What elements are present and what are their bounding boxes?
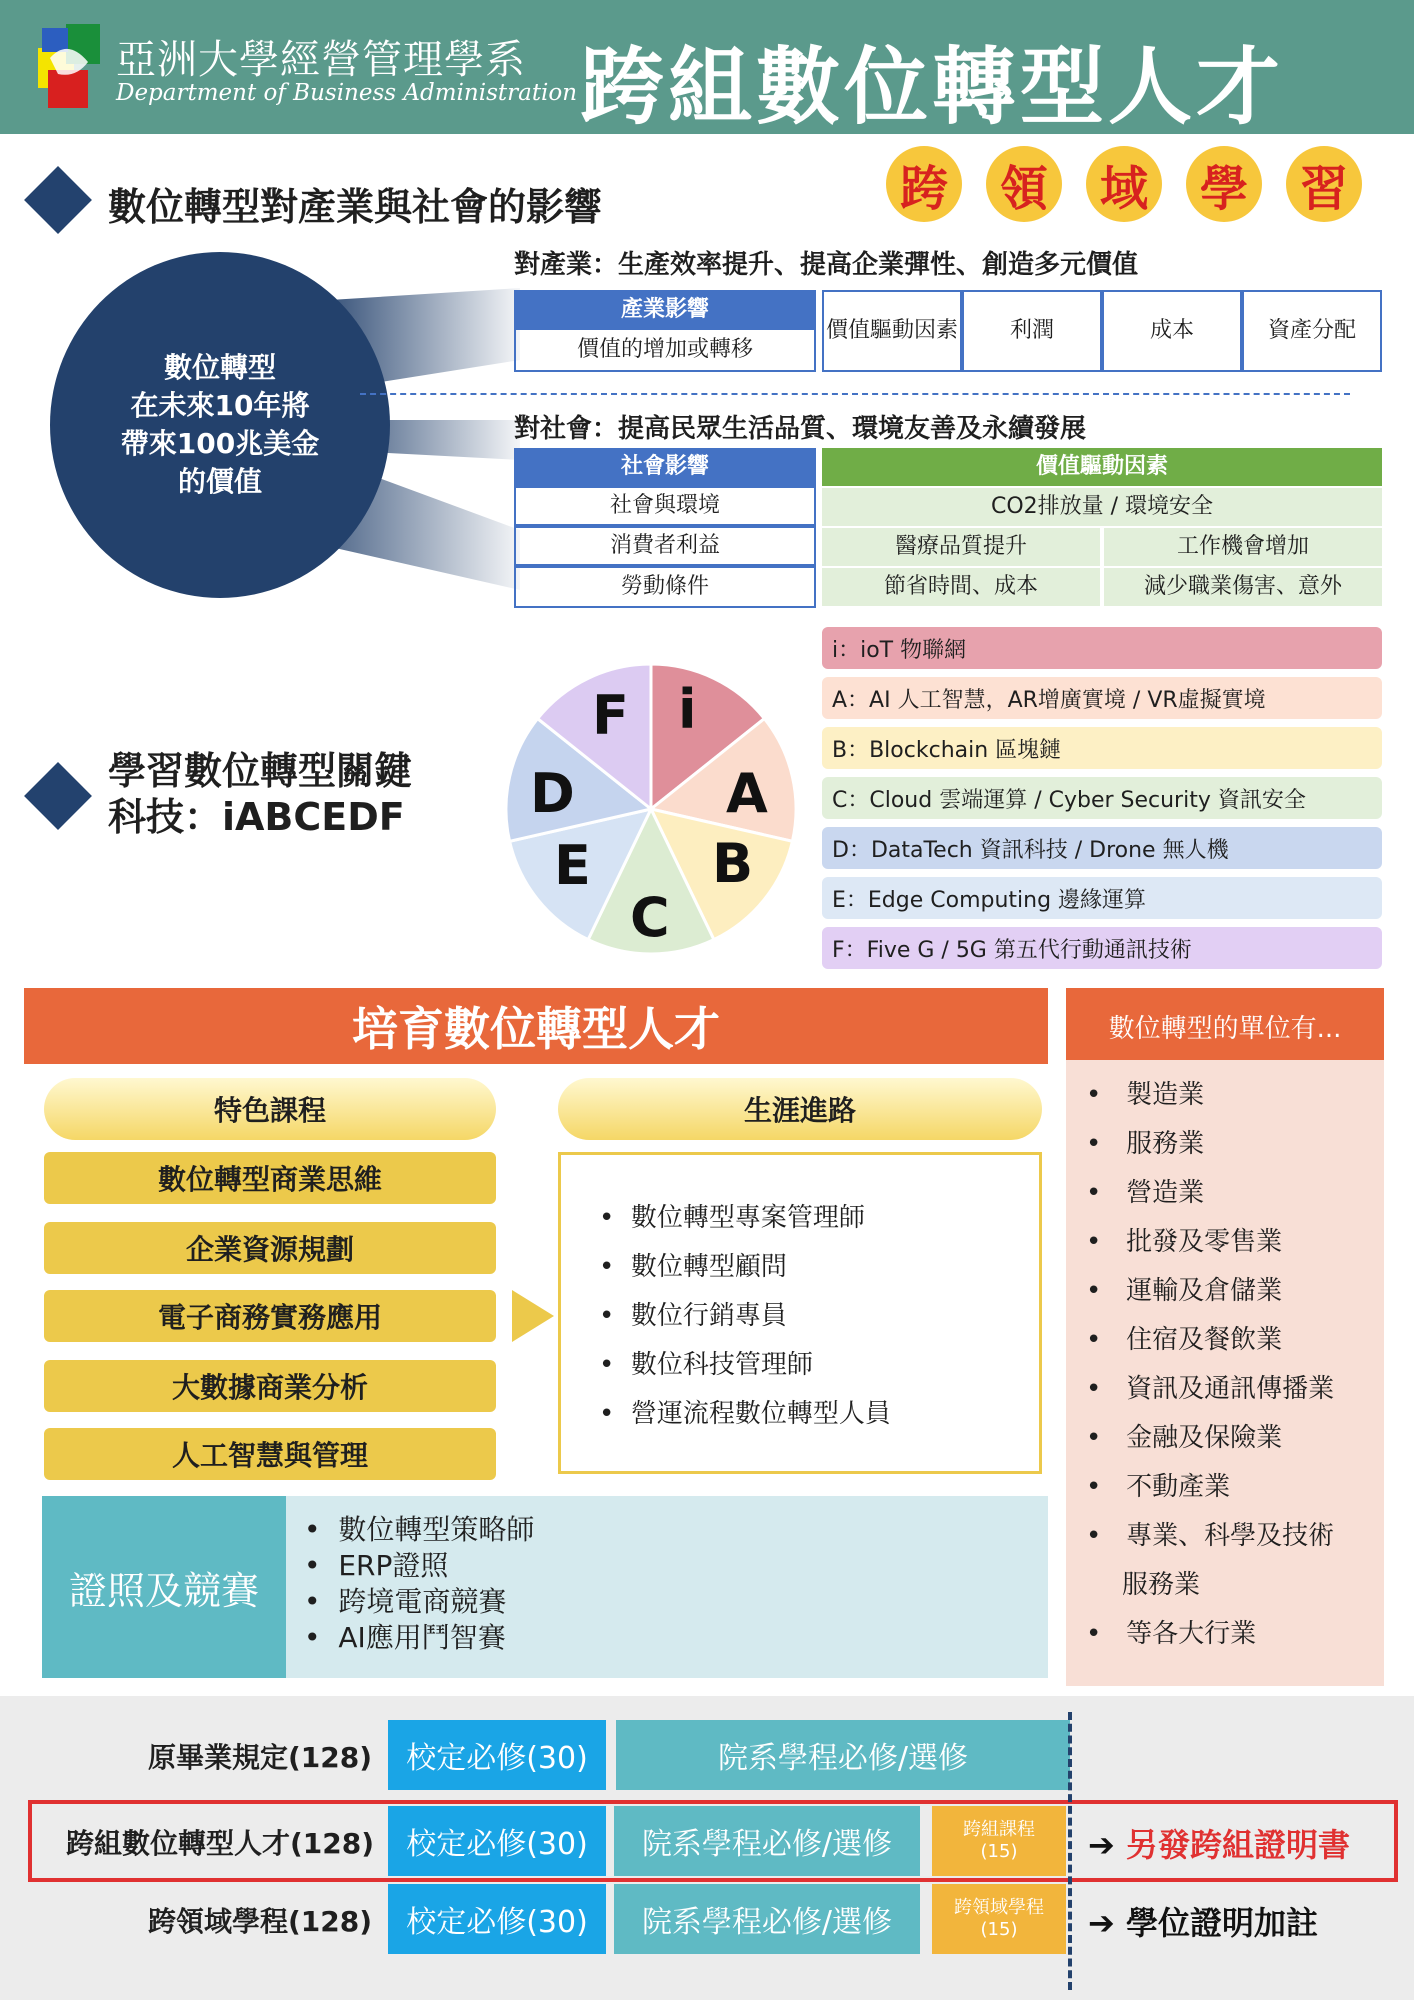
course-item: 數位轉型商業思維 bbox=[44, 1152, 496, 1204]
pie-letter-f: F bbox=[592, 684, 629, 747]
career-item: • 營運流程數位轉型人員 bbox=[599, 1399, 891, 1429]
dept-block: 院系學程必修/選修 bbox=[614, 1884, 920, 1954]
pie-letter-e: E bbox=[554, 834, 591, 897]
society-driver: CO2排放量 / 環境安全 bbox=[822, 488, 1382, 526]
cert-item: • ERP證照 bbox=[304, 1549, 449, 1582]
pie-letter-c: C bbox=[630, 886, 670, 949]
badge-char: 學 bbox=[1186, 146, 1262, 222]
arrow-icon: ➔ bbox=[1088, 1904, 1115, 1942]
cert-item: • 數位轉型策略師 bbox=[304, 1513, 535, 1546]
industry-impact-row: 價值的增加或轉移 bbox=[514, 328, 816, 372]
department-logo bbox=[38, 18, 104, 110]
pie-letter-d: D bbox=[530, 762, 575, 825]
program-row-label: 跨領域學程(128) bbox=[147, 1905, 372, 1938]
industry-item: • 住宿及餐飲業 bbox=[1086, 1325, 1283, 1355]
circle-line: 帶來100兆美金 bbox=[120, 427, 320, 460]
tech-item-datatech: D：DataTech 資訊科技 / Drone 無人機 bbox=[822, 827, 1382, 869]
society-driver: 節省時間、成本 bbox=[822, 568, 1100, 606]
badge-char: 跨 bbox=[886, 146, 962, 222]
industry-item: • 金融及保險業 bbox=[1086, 1423, 1283, 1453]
cert-item: • AI應用鬥智賽 bbox=[304, 1621, 506, 1654]
career-item: • 數位轉型專案管理師 bbox=[599, 1203, 865, 1233]
section-diamond-icon bbox=[24, 166, 92, 234]
arrow-right-icon bbox=[512, 1290, 554, 1342]
department-name-en: Department of Business Administration bbox=[116, 80, 578, 106]
tech-item-blockchain: B：Blockchain 區塊鏈 bbox=[822, 727, 1382, 769]
tech-title-line: 學習數位轉型關鍵 bbox=[108, 749, 413, 793]
cross-cert-note: ➔ 另發跨組證明書 bbox=[1088, 1826, 1350, 1864]
industry-factor: 成本 bbox=[1102, 290, 1242, 372]
dashed-vertical-rule bbox=[1068, 1712, 1072, 1990]
tech-title-line: 科技：iABCEDF bbox=[108, 795, 405, 839]
required-block: 校定必修(30) bbox=[388, 1806, 606, 1876]
industry-item: • 不動產業 bbox=[1086, 1472, 1231, 1502]
society-driver-header: 價值驅動因素 bbox=[822, 448, 1382, 486]
required-block: 校定必修(30) bbox=[388, 1884, 606, 1954]
tech-item-5g: F：Five G / 5G 第五代行動通訊技術 bbox=[822, 927, 1382, 969]
society-impact-row: 消費者利益 bbox=[514, 526, 816, 566]
career-item: • 數位行銷專員 bbox=[599, 1301, 787, 1331]
required-block: 校定必修(30) bbox=[388, 1720, 606, 1790]
pie-letter-a: A bbox=[726, 762, 768, 825]
circle-line: 數位轉型 bbox=[163, 351, 276, 384]
career-title: 生涯進路 bbox=[558, 1078, 1042, 1140]
circle-line: 的價值 bbox=[177, 465, 262, 498]
tech-item-ai: A：AI 人工智慧，AR增廣實境 / VR虛擬實境 bbox=[822, 677, 1382, 719]
badge-char: 領 bbox=[986, 146, 1062, 222]
society-impact-row: 社會與環境 bbox=[514, 486, 816, 526]
cert-label: 證照及競賽 bbox=[42, 1496, 286, 1678]
badge-char: 域 bbox=[1086, 146, 1162, 222]
industry-item: • 營造業 bbox=[1086, 1178, 1205, 1208]
society-impact-row: 勞動條件 bbox=[514, 566, 816, 608]
industry-item: • 批發及零售業 bbox=[1086, 1227, 1283, 1257]
industry-item: • 資訊及通訊傳播業 bbox=[1086, 1374, 1335, 1404]
industry-item: • 等各大行業 bbox=[1086, 1619, 1257, 1649]
page-title: 跨組數位轉型人才 bbox=[580, 38, 1285, 136]
course-item: 人工智慧與管理 bbox=[44, 1428, 496, 1480]
value-circle bbox=[50, 252, 390, 598]
industry-item: • 運輸及倉儲業 bbox=[1086, 1276, 1283, 1306]
impact-section-title: 數位轉型對產業與社會的影響 bbox=[108, 185, 603, 229]
industry-headline: 對產業：生產效率提升、提高企業彈性、創造多元價值 bbox=[514, 250, 1139, 280]
society-driver: 減少職業傷害、意外 bbox=[1104, 568, 1382, 606]
industry-item: • 製造業 bbox=[1086, 1080, 1205, 1110]
course-item: 電子商務實務應用 bbox=[44, 1290, 496, 1342]
tech-section-title bbox=[108, 748, 412, 840]
section-diamond-icon bbox=[24, 762, 92, 830]
pie-letter-b: B bbox=[712, 832, 754, 895]
career-item: • 數位科技管理師 bbox=[599, 1350, 813, 1380]
industries-title: 數位轉型的單位有... bbox=[1066, 988, 1384, 1064]
program-row-label: 原畢業規定(128) bbox=[147, 1741, 372, 1774]
society-driver: 工作機會增加 bbox=[1104, 528, 1382, 566]
tech-item-edge: E：Edge Computing 邊緣運算 bbox=[822, 877, 1382, 919]
career-item: • 數位轉型顧問 bbox=[599, 1252, 787, 1282]
course-item: 大數據商業分析 bbox=[44, 1360, 496, 1412]
cross-domain-block: 跨領域學程 (15) bbox=[932, 1884, 1066, 1954]
industry-item: • 服務業 bbox=[1086, 1129, 1205, 1159]
society-impact-header: 社會影響 bbox=[514, 448, 816, 486]
tech-item-cloud: C：Cloud 雲端運算 / Cyber Security 資訊安全 bbox=[822, 777, 1382, 819]
industry-impact-header: 產業影響 bbox=[514, 290, 816, 330]
dashed-divider bbox=[360, 393, 1350, 395]
society-driver: 醫療品質提升 bbox=[822, 528, 1100, 566]
dept-block: 院系學程必修/選修 bbox=[614, 1806, 920, 1876]
industry-factor-label: 價值驅動因素 bbox=[822, 290, 962, 372]
dept-block: 院系學程必修/選修 bbox=[616, 1720, 1070, 1790]
pie-letter-i: i bbox=[678, 678, 697, 741]
courses-title: 特色課程 bbox=[44, 1078, 496, 1140]
career-box bbox=[558, 1152, 1042, 1474]
department-name-cn: 亞洲大學經營管理學系 bbox=[116, 37, 526, 83]
industries-panel bbox=[1066, 1060, 1384, 1686]
circle-line: 在未來10年將 bbox=[130, 389, 310, 422]
cert-item: • 跨境電商競賽 bbox=[304, 1585, 507, 1618]
course-item: 企業資源規劃 bbox=[44, 1222, 496, 1274]
industry-factor: 利潤 bbox=[962, 290, 1102, 372]
cross-group-block: 跨組課程 (15) bbox=[932, 1806, 1066, 1876]
tech-item-iot: i：ioT 物聯網 bbox=[822, 627, 1382, 669]
society-headline: 對社會：提高民眾生活品質、環境友善及永續發展 bbox=[514, 414, 1087, 444]
talent-banner: 培育數位轉型人才 bbox=[24, 988, 1048, 1064]
arrow-icon: ➔ bbox=[1088, 1826, 1115, 1864]
badge-char: 習 bbox=[1286, 146, 1362, 222]
program-row-label: 跨組數位轉型人才(128) bbox=[65, 1827, 374, 1860]
industry-item: • 專業、科學及技術 bbox=[1086, 1521, 1335, 1551]
degree-note: ➔ 學位證明加註 bbox=[1088, 1904, 1318, 1942]
industry-item-continued: 服務業 bbox=[1122, 1570, 1201, 1600]
industry-factor: 資產分配 bbox=[1242, 290, 1382, 372]
